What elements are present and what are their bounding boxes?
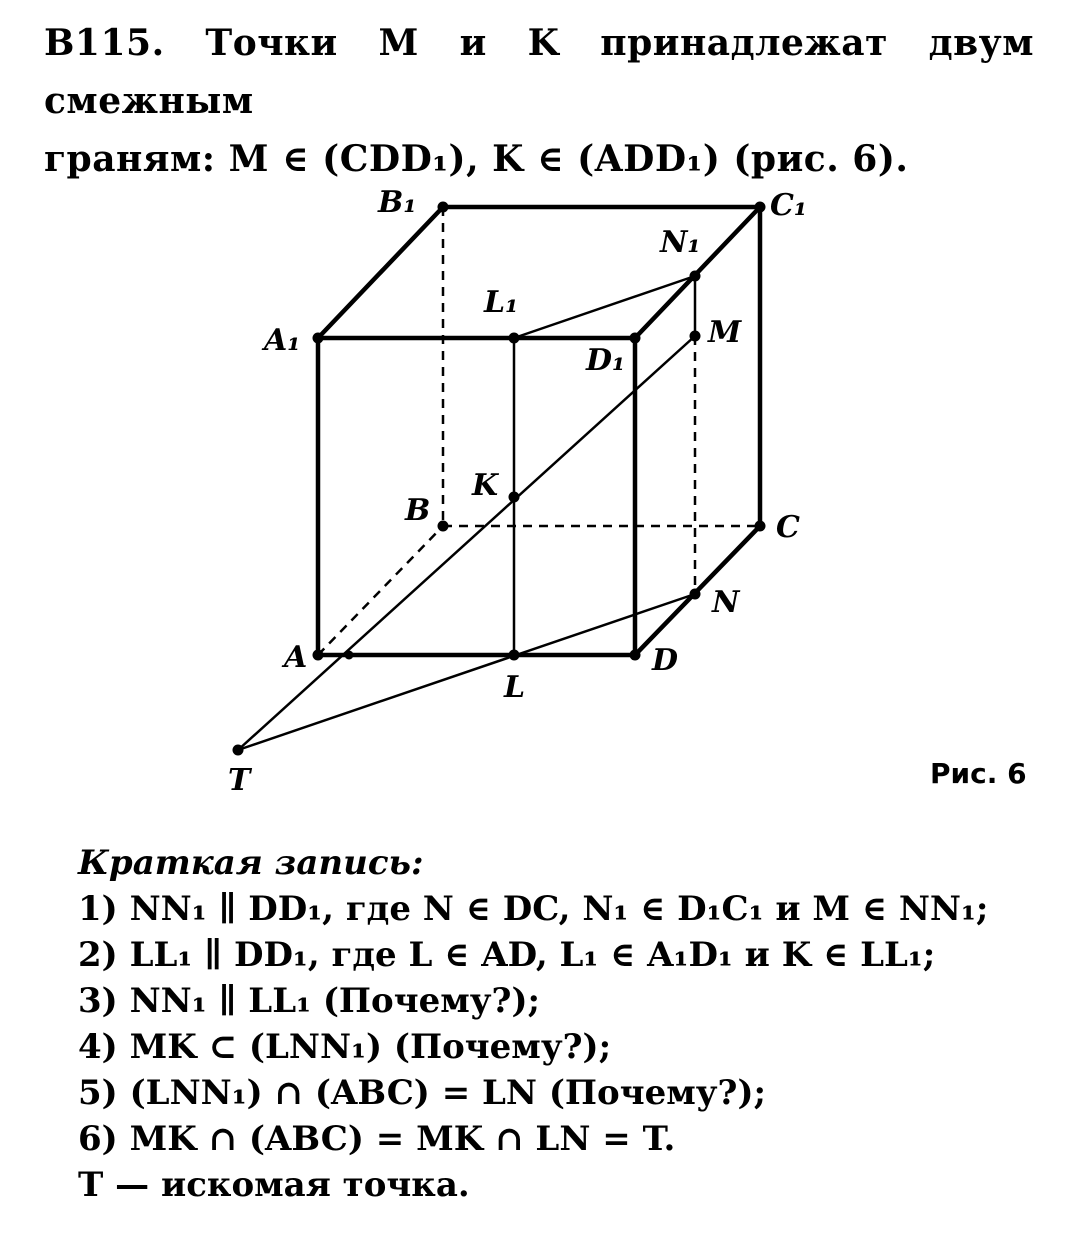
- point-M: [690, 331, 701, 342]
- point-A: [313, 650, 324, 661]
- edge-A-B: [318, 526, 443, 655]
- label-T: T: [228, 763, 251, 798]
- point-D: [630, 650, 641, 661]
- point-A1: [313, 333, 324, 344]
- note-line-7: T — искомая точка.: [78, 1165, 470, 1205]
- construction-lines: [238, 276, 695, 750]
- point-T: [233, 745, 244, 756]
- point-C: [755, 521, 766, 532]
- notes-heading: Краткая запись:: [78, 843, 424, 883]
- cube-figure: [0, 150, 1076, 810]
- label-B: B: [405, 493, 431, 528]
- point-AT: [345, 651, 354, 660]
- point-B1: [438, 202, 449, 213]
- point-L: [509, 650, 520, 661]
- point-C1: [755, 202, 766, 213]
- point-D1: [630, 333, 641, 344]
- problem-line-2: граням: M ∈ (CDD₁), K ∈ (ADD₁) (рис. 6).: [44, 138, 909, 180]
- label-K: K: [472, 468, 499, 503]
- note-line-4: 4) MK ⊂ (LNN₁) (Почему?);: [78, 1027, 612, 1067]
- note-line-1: 1) NN₁ ∥ DD₁, где N ∈ DC, N₁ ∈ D₁C₁ и M ∈ NN₁;: [78, 889, 989, 929]
- label-M: M: [708, 315, 742, 350]
- note-line-6: 6) MK ∩ (ABC) = MK ∩ LN = T.: [78, 1119, 676, 1159]
- point-B: [438, 521, 449, 532]
- point-K: [509, 492, 520, 503]
- label-N1: N₁: [660, 225, 701, 260]
- problem-text-1: Точки M и K принадлежат двум смежным: [44, 22, 1034, 122]
- problem-line-1: [44, 14, 1034, 130]
- label-N: N: [712, 585, 740, 620]
- point-L1: [509, 333, 520, 344]
- label-D: D: [652, 643, 679, 678]
- label-C1: C₁: [770, 188, 808, 223]
- label-L1: L₁: [484, 285, 519, 320]
- line-T-M: [238, 336, 695, 750]
- label-A: A: [284, 640, 308, 675]
- figure-caption: Рис. 6: [930, 757, 1027, 790]
- note-line-2: 2) LL₁ ∥ DD₁, где L ∈ AD, L₁ ∈ A₁D₁ и K ∈ LL₁;: [78, 935, 936, 975]
- label-D1: D₁: [586, 343, 626, 378]
- note-line-3: 3) NN₁ ∥ LL₁ (Почему?);: [78, 981, 541, 1021]
- problem-number: В115.: [44, 22, 165, 64]
- point-N: [690, 589, 701, 600]
- segment-L1-N1: [514, 276, 695, 338]
- note-line-5: 5) (LNN₁) ∩ (ABC) = LN (Почему?);: [78, 1073, 767, 1113]
- label-A1: A₁: [264, 323, 301, 358]
- edge-A1-B1: [318, 207, 443, 338]
- label-L: L: [504, 670, 526, 705]
- solution-notes: [78, 840, 1058, 1208]
- label-C: C: [776, 510, 800, 545]
- label-B1: B₁: [378, 185, 417, 220]
- point-N1: [690, 271, 701, 282]
